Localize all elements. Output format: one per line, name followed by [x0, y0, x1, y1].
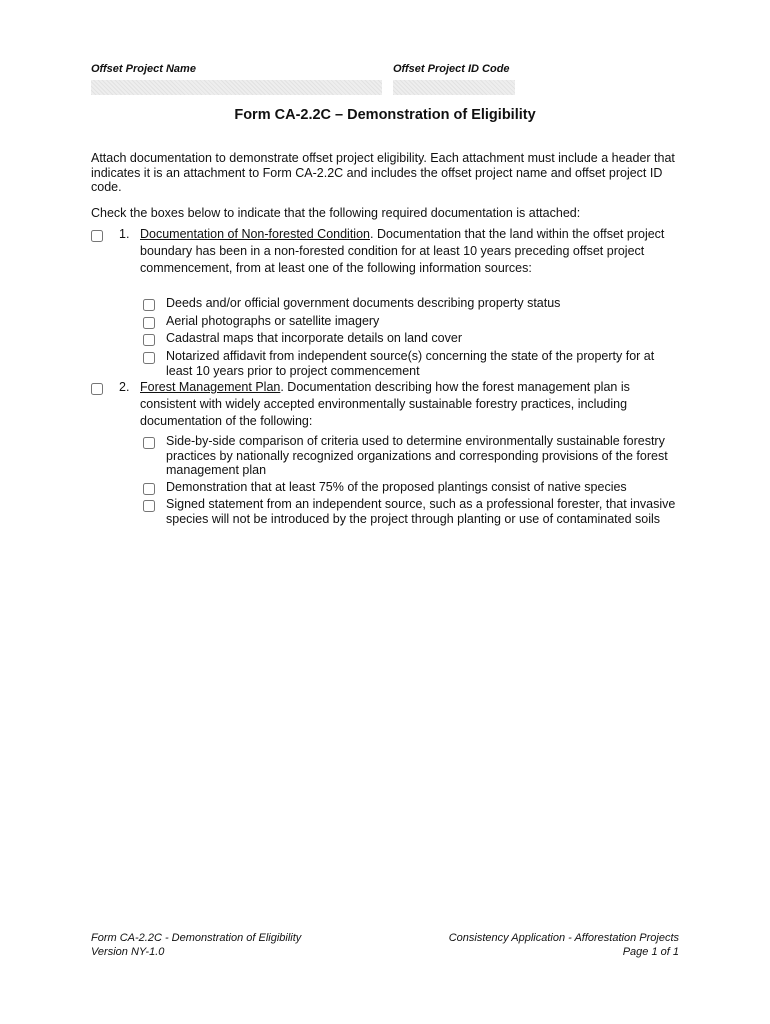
item-1-sub-1-checkbox[interactable] — [143, 299, 155, 311]
item-2-description: . Documentation describing how the forest management plan is consistent with widely accepted environmentally sustainable forestry practices, including documentation of the following: — [140, 380, 630, 428]
item-2-heading: Forest Management Plan — [140, 380, 281, 394]
item-1-sub-3-label: Cadastral maps that incorporate details on land cover — [166, 331, 462, 345]
footer-left — [91, 931, 301, 959]
project-name-label: Offset Project Name — [91, 63, 196, 75]
instruction-text: Check the boxes below to indicate that the following required documentation is attached: — [91, 206, 581, 220]
item-1-heading: Documentation of Non-forested Condition — [140, 227, 370, 241]
item-2-text — [140, 379, 678, 430]
intro-paragraph: Attach documentation to demonstrate offset project eligibility. Each attachment must include a header that indicates it is an attachment to Form CA-2.2C and includes the offset project name and offset project ID code. — [91, 151, 675, 194]
footer-version: Version NY-1.0 — [91, 946, 165, 958]
page-title: Form CA-2.2C – Demonstration of Eligibility — [234, 107, 536, 123]
item-2-sub-2-checkbox[interactable] — [143, 483, 155, 495]
item-1-description: . Documentation that the land within the offset project boundary has been in a non-forested condition for at least 10 years preceding offset project commencement, from at least one of the following information sources: — [140, 227, 665, 275]
item-2-sub-3-label: Signed statement from an independent source, such as a professional forester, that invasive species will not be introduced by the project through planting or use of contaminated soils — [166, 497, 676, 526]
item-1-sub-3-checkbox[interactable] — [143, 334, 155, 346]
item-2-sub-3-checkbox[interactable] — [143, 500, 155, 512]
item-1-sub-2-checkbox[interactable] — [143, 317, 155, 329]
item-2-number: 2. — [119, 380, 130, 394]
item-1-sub-4-checkbox[interactable] — [143, 352, 155, 364]
project-id-label: Offset Project ID Code — [393, 63, 510, 75]
footer-right — [449, 931, 679, 959]
item-1-sub-2-label: Aerial photographs or satellite imagery — [166, 314, 380, 328]
item-2-sub-2-label: Demonstration that at least 75% of the proposed plantings consist of native species — [166, 480, 627, 494]
project-id-field[interactable] — [393, 80, 515, 95]
footer-form-name: Form CA-2.2C - Demonstration of Eligibility — [91, 932, 302, 944]
item-2-checkbox[interactable] — [91, 383, 103, 395]
item-1-text — [140, 226, 672, 277]
item-1-sub-4-label: Notarized affidavit from independent source(s) concerning the state of the property for at least 10 years prior to project commencement — [166, 349, 655, 378]
item-1-checkbox[interactable] — [91, 230, 103, 242]
item-2-sub-1-label: Side-by-side comparison of criteria used to determine environmentally sustainable forestry practices by nationally recognized organizations and corresponding provisions of the forest management plan — [166, 434, 668, 477]
footer-page-number: Page 1 of 1 — [622, 946, 679, 958]
item-1-number: 1. — [119, 227, 130, 241]
item-2-sub-1-checkbox[interactable] — [143, 437, 155, 449]
project-name-field[interactable] — [91, 80, 382, 95]
footer-application-name: Consistency Application - Afforestation Projects — [448, 932, 679, 944]
item-1-sub-1-label: Deeds and/or official government documents describing property status — [166, 296, 561, 310]
